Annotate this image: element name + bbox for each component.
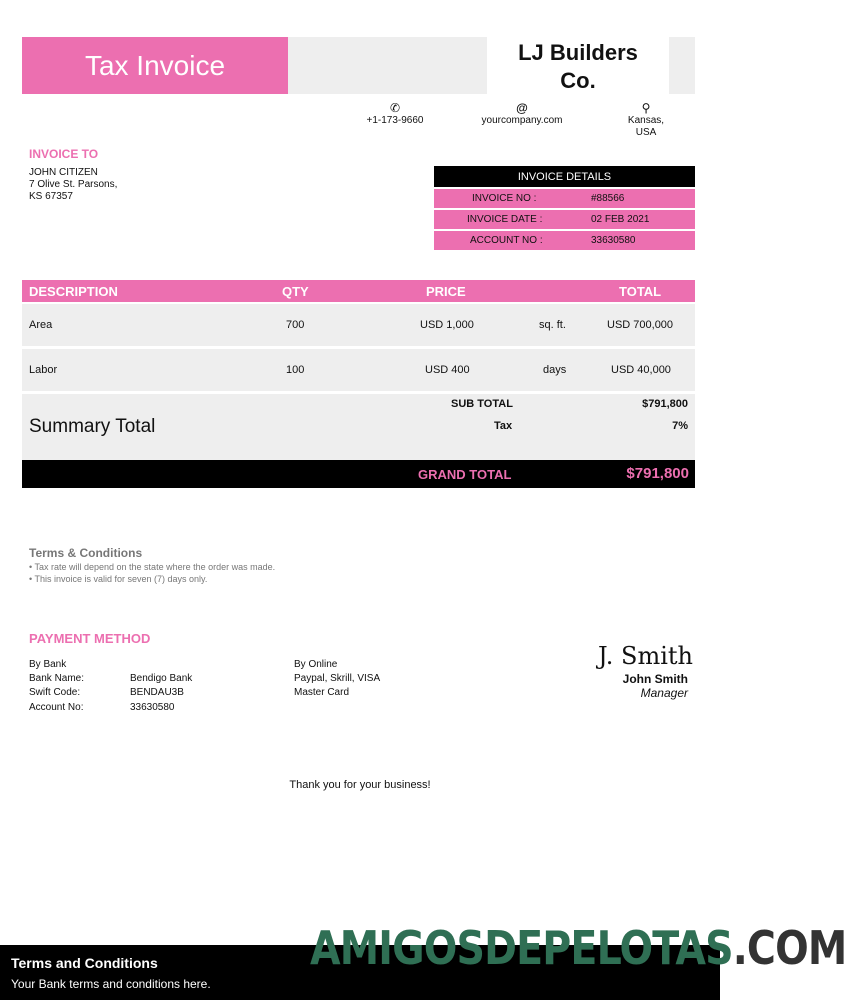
payment-method-heading: PAYMENT METHOD [29, 631, 151, 646]
web-text: yourcompany.com [481, 115, 563, 126]
watermark [310, 921, 846, 975]
detail-row-invoice-date [434, 210, 695, 229]
detail-row-invoice-no [434, 189, 695, 208]
company-name [487, 37, 669, 94]
watermark-main: AMIGOSDEPELOTAS [310, 921, 733, 975]
grand-total-value: $791,800 [626, 465, 689, 482]
row-qty: 100 [286, 364, 305, 376]
summary-total-label: Summary Total [29, 416, 156, 437]
detail-label: INVOICE DATE : [467, 214, 543, 225]
subtotal-label: SUB TOTAL [451, 398, 513, 410]
invoice-to-address [29, 167, 117, 203]
phone-icon: ✆ [389, 101, 401, 115]
online-methods: Paypal, Skrill, VISA [294, 673, 381, 684]
company-name-line1: LJ Builders [518, 40, 638, 65]
bank-heading: By Bank [29, 659, 67, 670]
thank-you-note: Thank you for your business! [289, 779, 431, 791]
phone-text: +1-173-9660 [366, 115, 424, 126]
grand-total-bar [22, 460, 695, 488]
swift-label: Swift Code: [29, 687, 81, 698]
row-price: USD 400 [425, 364, 470, 376]
tax-label: Tax [494, 420, 513, 432]
customer-address-line1: 7 Olive St. Parsons, [29, 179, 118, 190]
detail-label: ACCOUNT NO : [470, 235, 543, 246]
bank-name-label: Bank Name: [29, 673, 85, 684]
detail-label: INVOICE NO : [472, 193, 537, 204]
detail-value: 33630580 [591, 235, 636, 246]
col-price: PRICE [426, 284, 466, 299]
subtotal-value: $791,800 [642, 398, 688, 410]
online-heading: By Online [294, 659, 338, 670]
row-total: USD 700,000 [607, 319, 674, 331]
row-unit: sq. ft. [539, 319, 566, 331]
signature: J. Smith [598, 642, 693, 670]
row-qty: 700 [286, 319, 305, 331]
row-description: Area [29, 319, 53, 331]
location-pin-icon: ⚲ [641, 101, 651, 115]
location-text-2: USA [635, 127, 657, 138]
col-total: TOTAL [619, 284, 662, 299]
signer-block [623, 672, 688, 700]
customer-name: JOHN CITIZEN [29, 167, 98, 178]
invoice-to-label: INVOICE TO [29, 147, 99, 161]
watermark-tld: .COM [732, 921, 846, 975]
signer-role: Manager [640, 686, 688, 700]
company-name-line2: Co. [560, 68, 596, 93]
contact-phone [360, 102, 430, 127]
row-total: USD 40,000 [611, 364, 671, 376]
account-label: Account No: [29, 702, 84, 713]
terms-heading: Terms & Conditions [29, 546, 143, 560]
table-row [22, 304, 695, 346]
items-table-header [22, 280, 695, 302]
footer-text: Your Bank terms and conditions here. [11, 977, 211, 991]
detail-row-account-no [434, 231, 695, 250]
terms-line: • This invoice is valid for seven (7) days only. [29, 574, 208, 584]
signer-name: John Smith [622, 672, 688, 686]
swift-code: BENDAU3B [130, 687, 184, 698]
invoice-title: Tax Invoice [22, 37, 288, 94]
detail-value: #88566 [591, 193, 625, 204]
account-number: 33630580 [130, 702, 175, 713]
contact-location [620, 102, 672, 139]
invoice-details-title: INVOICE DETAILS [434, 166, 695, 187]
location-text: Kansas, [627, 115, 665, 126]
row-price: USD 1,000 [420, 319, 474, 331]
footer-title: Terms and Conditions [11, 955, 158, 971]
online-methods-2: Master Card [294, 687, 350, 698]
contact-web [472, 102, 572, 127]
bank-name: Bendigo Bank [130, 673, 193, 684]
table-row [22, 349, 695, 391]
col-qty: QTY [282, 284, 309, 299]
row-description: Labor [29, 364, 58, 376]
row-unit: days [543, 364, 567, 376]
at-icon: @ [516, 101, 528, 115]
grand-total-label: GRAND TOTAL [418, 467, 512, 482]
terms-line: • Tax rate will depend on the state where the order was made. [29, 562, 276, 572]
detail-value: 02 FEB 2021 [591, 214, 650, 225]
col-description: DESCRIPTION [29, 284, 118, 299]
customer-address-line2: KS 67357 [29, 191, 73, 202]
tax-value: 7% [672, 420, 688, 432]
